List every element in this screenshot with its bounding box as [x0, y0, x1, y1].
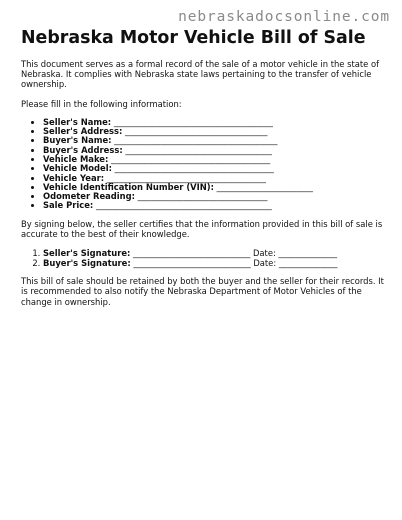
- closing-paragraph: This bill of sale should be retained by both the buyer and the seller for their records. It is recommended to also notify the Nebraska Department of Motor Vehicles of the change in ownership.: [21, 276, 384, 307]
- field-blank: _______________________________: [137, 191, 268, 202]
- field-label: Vehicle Year:: [43, 172, 105, 183]
- vehicle-info-field-list: [21, 118, 389, 211]
- intro-paragraph: This document serves as a formal record of the sale of a motor vehicle in the state of Nebraska. It complies with Nebraska state laws pertaining to the transfer of vehicle ownership.: [21, 59, 380, 90]
- field-blank: ______________________________________: [113, 116, 273, 127]
- instruction-text: Please fill in the following information:: [21, 98, 182, 109]
- field-label: Buyer's Name:: [43, 135, 112, 146]
- field-blank: _______________________: [216, 181, 313, 192]
- field-label: Seller's Name:: [43, 116, 112, 127]
- field-blank: _______________________________________: [114, 135, 278, 146]
- signature-blank: ____________________________: [133, 258, 251, 269]
- field-blank: ______________________________________: [114, 163, 274, 174]
- field-blank: ______________________________________: [111, 154, 271, 164]
- field-label: Odometer Reading:: [43, 191, 135, 202]
- field-label: Vehicle Identification Number (VIN):: [43, 181, 214, 192]
- date-label: Date:: [252, 248, 276, 259]
- date-blank: ______________: [278, 258, 338, 269]
- field-label: Seller's Address:: [43, 126, 123, 137]
- field-label: Buyer's Address:: [43, 144, 123, 155]
- date-label: Date:: [253, 258, 277, 269]
- field-blank: __________________________________: [125, 126, 268, 137]
- document-title: Nebraska Motor Vehicle Bill of Sale: [21, 28, 366, 48]
- field-label: Sale Price:: [43, 200, 94, 211]
- field-label: Vehicle Model:: [43, 163, 112, 174]
- signature-label: Buyer's Signature:: [43, 258, 131, 269]
- site-watermark: nebraskadocsonline.com: [178, 9, 390, 25]
- buyer-signature-line: [43, 258, 389, 268]
- certification-paragraph: By signing below, the seller certifies that the information provided in this bill of sale is accurate to the best of their knowledge.: [21, 218, 383, 239]
- signature-blank: ____________________________: [133, 248, 251, 259]
- signature-label: Seller's Signature:: [43, 248, 131, 259]
- field-blank: ___________________________________: [125, 144, 272, 155]
- date-blank: ______________: [278, 248, 338, 259]
- field-label: Vehicle Make:: [43, 154, 109, 164]
- seller-signature-line: [43, 248, 389, 258]
- field-sale-price: [43, 201, 389, 210]
- field-blank: __________________________________________: [95, 200, 272, 211]
- document-body: [21, 28, 389, 316]
- signature-list: [21, 248, 389, 268]
- field-blank: ______________________________________: [106, 172, 266, 183]
